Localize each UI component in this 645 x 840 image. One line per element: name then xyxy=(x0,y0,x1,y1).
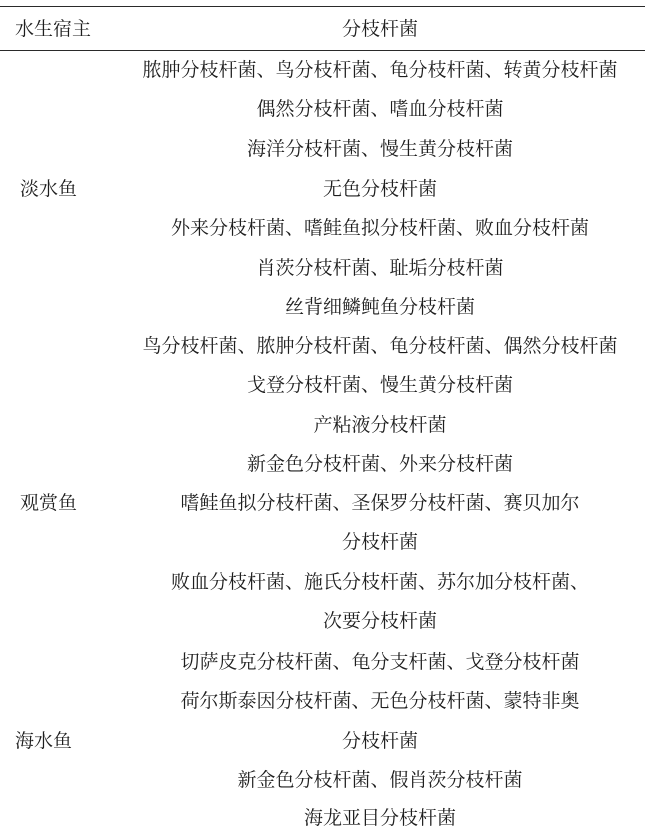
bacteria-line: 无色分枝杆菌 xyxy=(322,178,438,200)
bacteria-line: 败血分枝杆菌、施氏分枝杆菌、苏尔加分枝杆菌、 xyxy=(170,571,590,593)
bacteria-line: 戈登分枝杆菌、慢生黄分枝杆菌 xyxy=(246,374,514,396)
header-rule xyxy=(0,50,645,51)
bacteria-line: 次要分枝杆菌 xyxy=(322,610,438,632)
bacteria-line: 海洋分枝杆菌、慢生黄分枝杆菌 xyxy=(246,138,514,160)
bacteria-line: 海龙亚目分枝杆菌 xyxy=(303,807,457,829)
host-freshwater: 淡水鱼 xyxy=(20,178,78,200)
bacteria-line: 丝背细鳞鲀鱼分枝杆菌 xyxy=(284,296,476,318)
bacteria-line: 嗜鲑鱼拟分枝杆菌、圣保罗分枝杆菌、赛贝加尔 xyxy=(180,492,580,514)
bacteria-line: 外来分枝杆菌、嗜鲑鱼拟分枝杆菌、败血分枝杆菌 xyxy=(170,217,590,239)
header-host: 水生宿主 xyxy=(15,18,92,40)
bacteria-line: 分枝杆菌 xyxy=(341,730,419,752)
bacteria-line: 脓肿分枝杆菌、鸟分枝杆菌、龟分枝杆菌、转黄分枝杆菌 xyxy=(142,59,618,81)
bacteria-line: 肖茨分枝杆菌、耻垢分枝杆菌 xyxy=(256,257,504,279)
host-ornamental: 观赏鱼 xyxy=(20,492,78,514)
table-top-rule xyxy=(0,6,645,7)
bacteria-line: 新金色分枝杆菌、外来分枝杆菌 xyxy=(246,453,514,475)
header-bacteria: 分枝杆菌 xyxy=(341,18,419,40)
bacteria-line: 新金色分枝杆菌、假肖茨分枝杆菌 xyxy=(237,769,523,791)
bacteria-line: 鸟分枝杆菌、脓肿分枝杆菌、龟分枝杆菌、偶然分枝杆菌 xyxy=(142,335,618,357)
bacteria-line: 分枝杆菌 xyxy=(341,531,419,553)
host-marine: 海水鱼 xyxy=(15,730,73,752)
bacteria-line: 产粘液分枝杆菌 xyxy=(313,414,447,436)
bacteria-line: 荷尔斯泰因分枝杆菌、无色分枝杆菌、蒙特非奥 xyxy=(180,690,580,712)
bacteria-line: 切萨皮克分枝杆菌、龟分支杆菌、戈登分枝杆菌 xyxy=(180,651,580,673)
bacteria-line: 偶然分枝杆菌、嗜血分枝杆菌 xyxy=(256,98,504,120)
